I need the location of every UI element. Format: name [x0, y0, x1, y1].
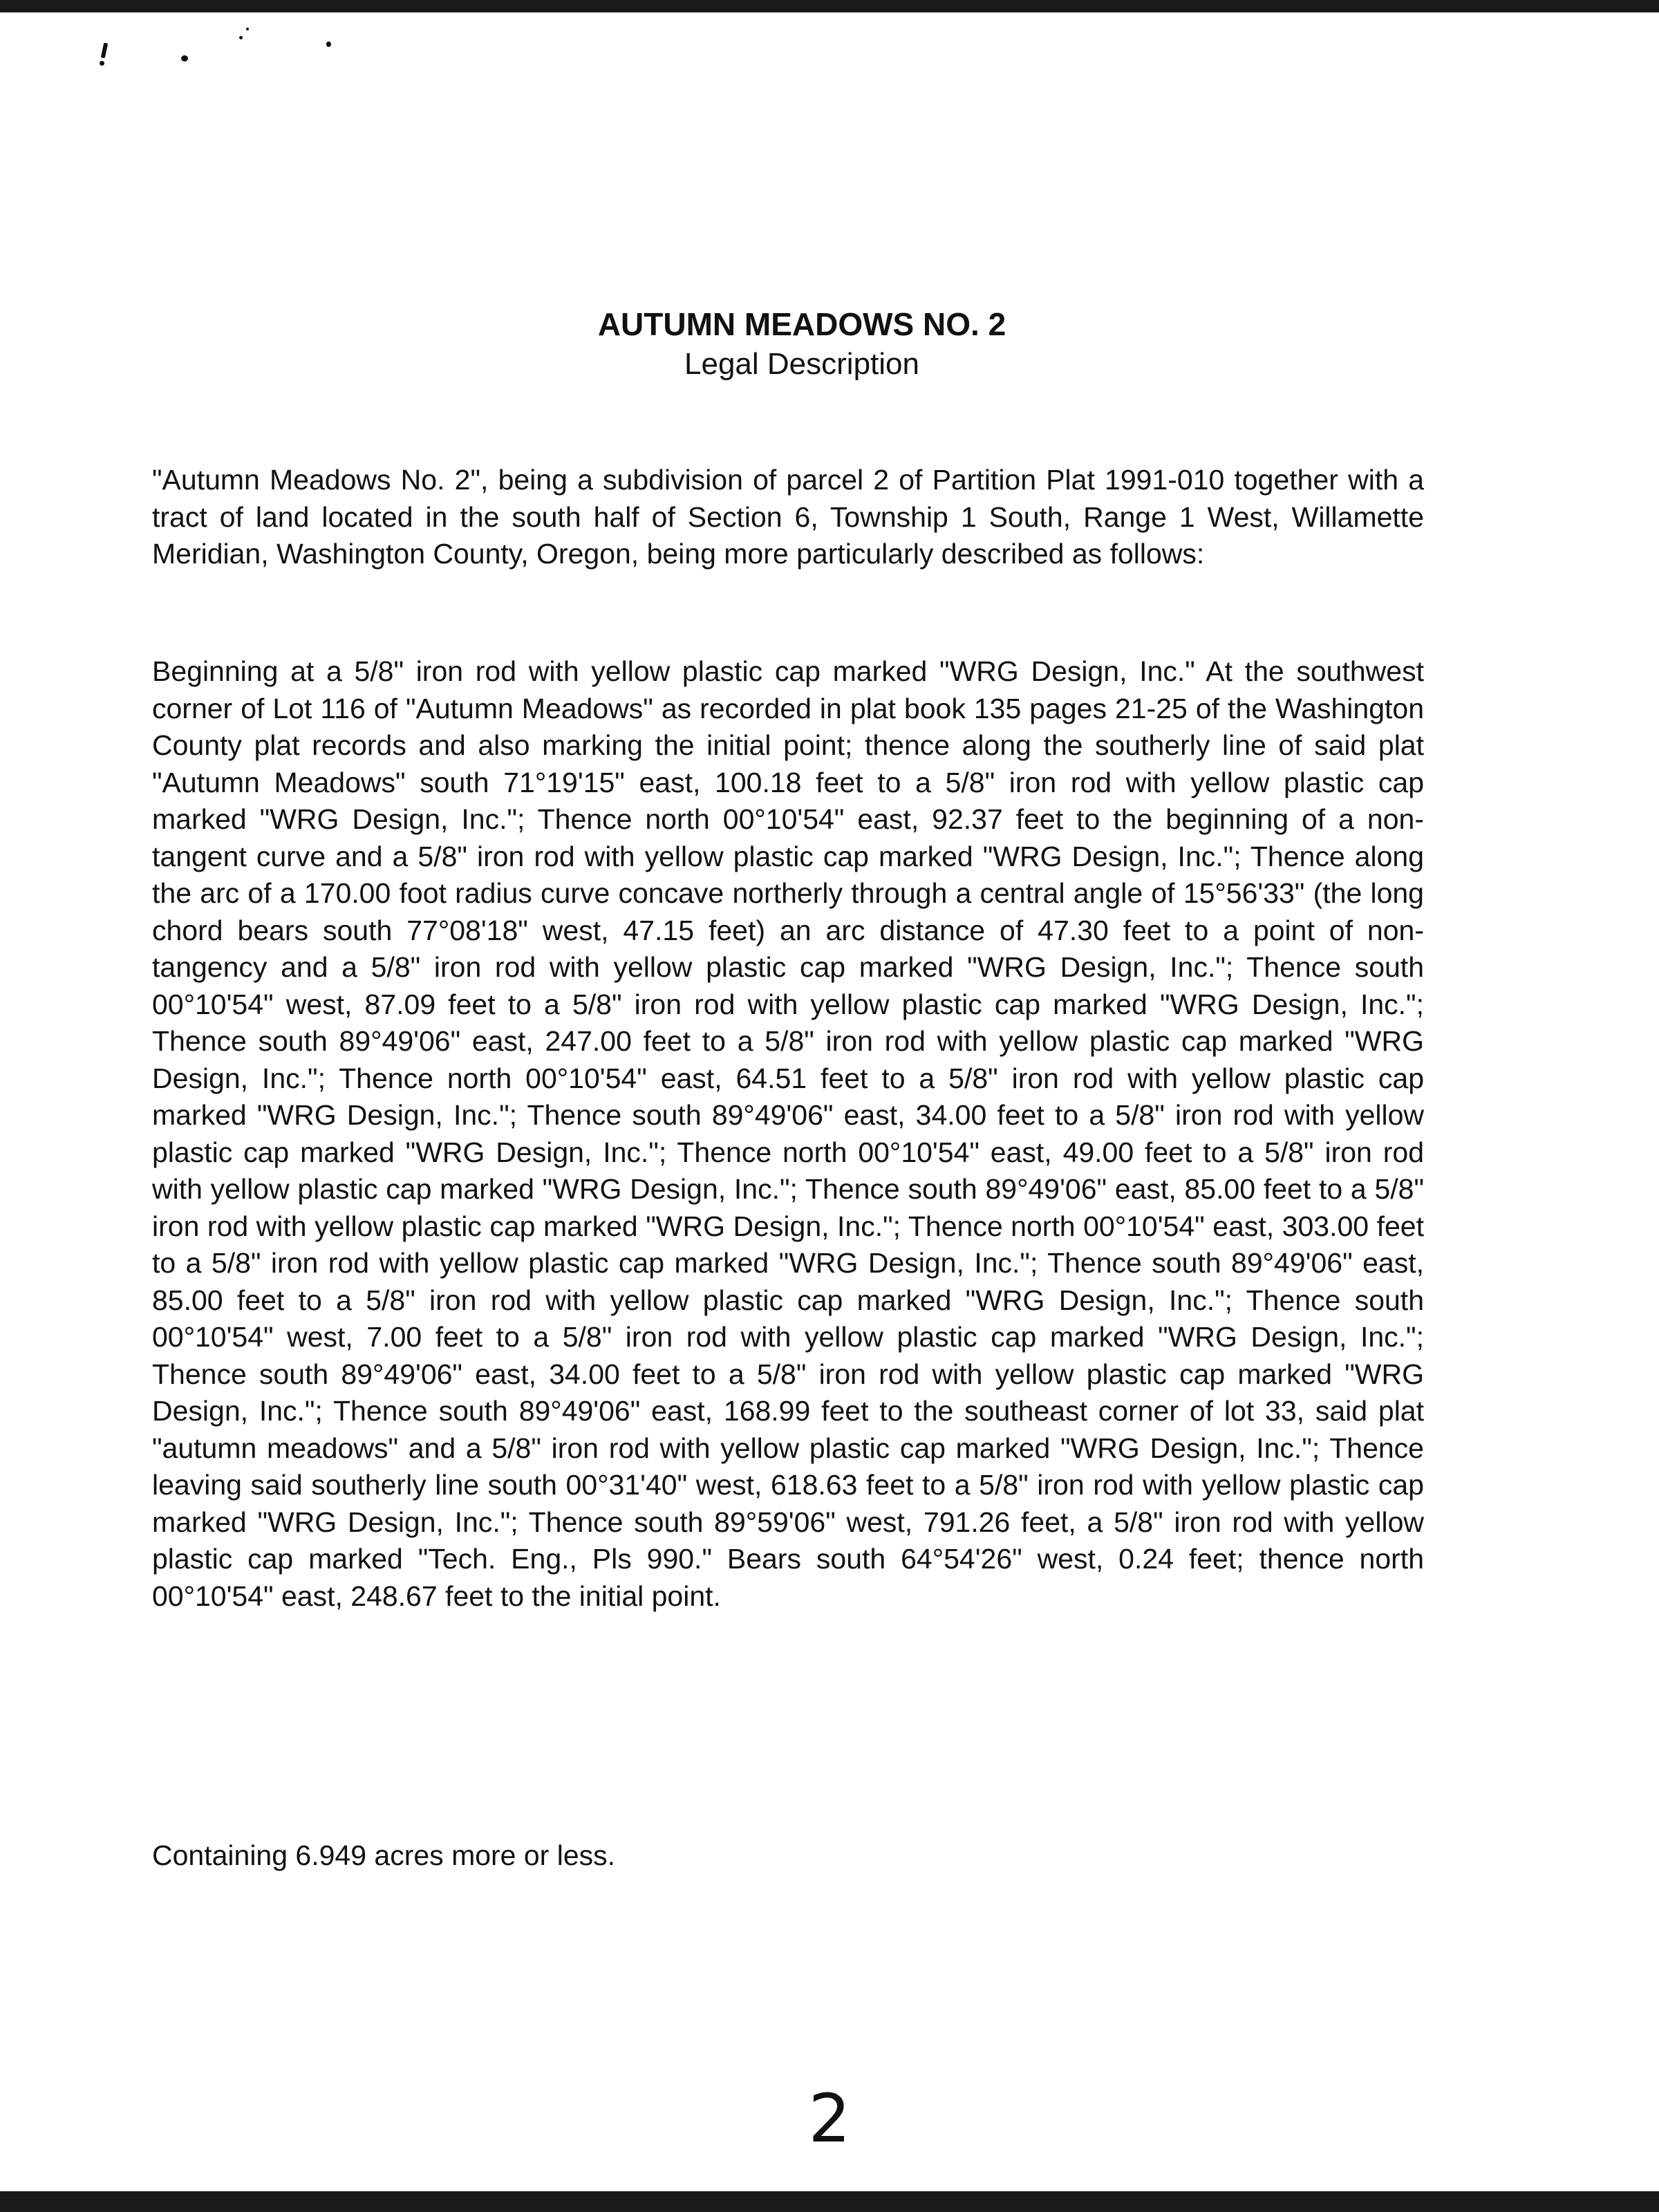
scan-edge-top	[0, 0, 1659, 12]
scan-edge-bottom	[0, 2191, 1659, 2212]
scan-speck	[246, 28, 249, 30]
document-subtitle: Legal Description	[684, 347, 919, 381]
scan-speck	[326, 41, 331, 47]
scan-speck	[181, 55, 188, 62]
intro-paragraph: "Autumn Meadows No. 2", being a subdivision of parcel 2 of Partition Plat 1991-010 together with a tract of land located in the south half of Section 6, Township 1 South, Range 1 West, Willamette Meridian, Washington County, Oregon, being more particularly described as follows:	[152, 464, 1424, 570]
document-title: AUTUMN MEADOWS NO. 2	[597, 306, 1006, 342]
page-number: 2	[808, 2080, 851, 2157]
document-header	[0, 304, 1604, 384]
acreage-paragraph: Containing 6.949 acres more or less.	[152, 1839, 616, 1871]
scan-speck	[239, 36, 243, 39]
scan-speck	[101, 43, 108, 59]
scan-speck	[100, 61, 104, 66]
metes-and-bounds-paragraph: Beginning at a 5/8" iron rod with yellow plastic cap marked "WRG Design, Inc." At the southwest corner of Lot 116 of "Autumn Meadows" as recorded in plat book 135 pages 21-25 of the Washington County plat records and also marking the initial point; thence along the southerly line of said plat "Autumn Meadows" south 71°19'15" east, 100.18 feet to a 5/8" iron rod with yellow plastic cap marked "WRG Design, Inc."; Thence north 00°10'54" east, 92.37 feet to the beginning of a non-tangent curve and a 5/8" iron rod with yellow plastic cap marked "WRG Design, Inc."; Thence along the arc of a 170.00 foot radius curve concave northerly through a central angle of 15°56'33" (the long chord bears south 77°08'18" west, 47.15 feet) an arc distance of 47.30 feet to a point of non-tangency and a 5/8" iron rod with yellow plastic cap marked "WRG Design, Inc."; Thence south 00°10'54" west, 87.09 feet to a 5/8" iron rod with yellow plastic cap marked "WRG Design, Inc."; Thence south 89°49'06" east, 247.00 feet to a 5/8" iron rod with yellow plastic cap marked "WRG Design, Inc."; Thence north 00°10'54" east, 64.51 feet to a 5/8" iron rod with yellow plastic cap marked "WRG Design, Inc."; Thence south 89°49'06" east, 34.00 feet to a 5/8" iron rod with yellow plastic cap marked "WRG Design, Inc."; Thence north 00°10'54" east, 49.00 feet to a 5/8" iron rod with yellow plastic cap marked "WRG Design, Inc."; Thence south 89°49'06" east, 85.00 feet to a 5/8" iron rod with yellow plastic cap marked "WRG Design, Inc."; Thence north 00°10'54" east, 303.00 feet to a 5/8" iron rod with yellow plastic cap marked "WRG Design, Inc."; Thence south 89°49'06" east, 85.00 feet to a 5/8" iron rod with yellow plastic cap marked "WRG Design, Inc."; Thence south 00°10'54" west, 7.00 feet to a 5/8" iron rod with yellow plastic cap marked "WRG Design, Inc."; Thence south 89°49'06" east, 34.00 feet to a 5/8" iron rod with yellow plastic cap marked "WRG Design, Inc."; Thence south 89°49'06" east, 168.99 feet to the southeast corner of lot 33, said plat "autumn meadows" and a 5/8" iron rod with yellow plastic cap marked "WRG Design, Inc."; Thence leaving said southerly line south 00°31'40" west, 618.63 feet to a 5/8" iron rod with yellow plastic cap marked "WRG Design, Inc."; Thence south 89°59'06" west, 791.26 feet, a 5/8" iron rod with yellow plastic cap marked "Tech. Eng., Pls 990." Bears south 64°54'26" west, 0.24 feet; thence north 00°10'54" east, 248.67 feet to the initial point.	[152, 655, 1424, 1612]
